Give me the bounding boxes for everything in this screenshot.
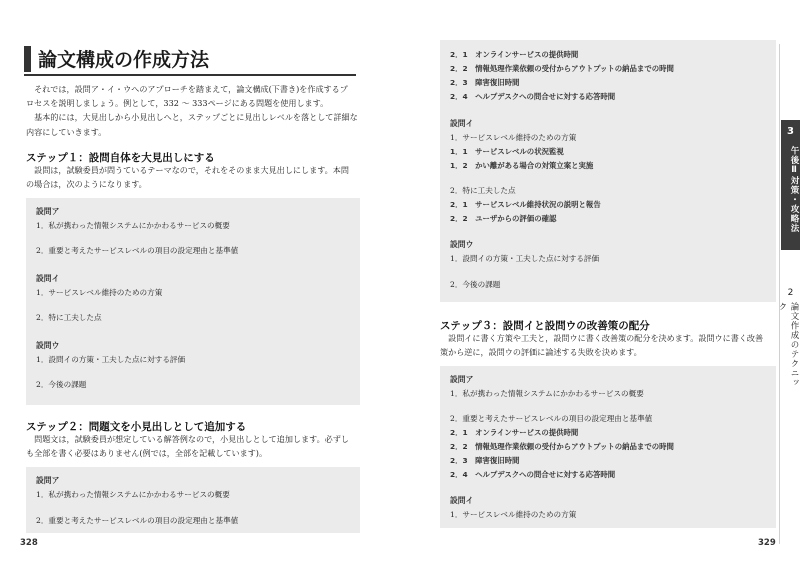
box-item: 2．重要と考えたサービスレベルの項目の設定理由と基準値: [36, 516, 239, 525]
outline-box-4: [440, 366, 776, 528]
intro-line: 基本的には，大見出しから小見出しへと，ステップごとに見出しレベルを落として詳細な: [34, 112, 358, 123]
box-item: 2．重要と考えたサービスレベルの項目の設定理由と基準値: [450, 414, 653, 423]
box-item: 1．私が携わった情報システムにかかわるサービスの概要: [36, 490, 230, 499]
step1-line: 設問は，試験委員が問うているテーマなので，それをそのまま大見出しにします。本問: [34, 165, 349, 175]
box-item: 2．重要と考えたサービスレベルの項目の設定理由と基準値: [36, 246, 239, 255]
section-tab[interactable]: [777, 288, 800, 388]
box-label: 設問イ: [450, 119, 474, 128]
box-item: 1．1 サービスレベルの状況監視: [450, 147, 564, 156]
intro-line: 内容にしていきます。: [26, 126, 107, 137]
box-label: 設問ア: [36, 207, 60, 216]
box-item: 1．設問イの方策・工夫した点に対する評価: [36, 355, 186, 364]
box-label: 設問ア: [450, 375, 474, 384]
box-item: 1．サービスレベル維持のための方策: [36, 288, 163, 297]
chapter-tab-active[interactable]: [781, 120, 800, 250]
box-item: 1．2 かい離がある場合の対策立案と実施: [450, 161, 594, 170]
box-item: 2．4 ヘルプデスクへの問合せに対する応答時間: [450, 470, 616, 479]
box-label: 設問イ: [450, 496, 474, 505]
side-rule: [779, 44, 780, 544]
section-tab-label: 論文作成のテクニック: [777, 302, 799, 388]
box-label: 設問ウ: [450, 240, 474, 249]
box-item: 2．今後の課題: [450, 280, 501, 289]
step3-heading-text: ステップ３：設問イと設問ウの改善策の配分: [440, 320, 650, 332]
intro-line: それでは，設問ア・イ・ウへのアプローチを踏まえて，論文構成(下書き)を作成するプ: [34, 84, 348, 94]
step2-line: 問題文は，試験委員が想定している解答例なので，小見出しとして追加します。必ずし: [34, 434, 349, 444]
chapter-tab-number: 3: [787, 126, 794, 137]
outline-box-2: [26, 467, 360, 533]
section-title-bar: [24, 44, 356, 76]
box-item: 1．私が携わった情報システムにかかわるサービスの概要: [450, 389, 644, 398]
section-title: 論文構成の作成方法: [38, 49, 210, 71]
box-item: 2．1 オンラインサービスの提供時間: [450, 428, 579, 437]
box-item: 2．特に工夫した点: [36, 313, 102, 322]
box-item: 1．サービスレベル維持のための方策: [450, 510, 577, 519]
box-label: 設問ウ: [36, 341, 60, 350]
step3-line: 策から逆に，設問ウの評価に論述する失敗を決めます。: [440, 347, 642, 358]
step2-line: も全部を書く必要はありません(例では，全部を記載しています)。: [26, 448, 268, 459]
section-tab-number: 2: [787, 288, 794, 298]
box-label: 設問ア: [36, 476, 60, 485]
box-item: 2．3 障害復旧時間: [450, 456, 520, 465]
left-page: [0, 0, 388, 567]
outline-box-3: [440, 40, 776, 302]
box-item: 2．特に工夫した点: [450, 186, 516, 195]
box-item: 2．2 情報処理作業依頼の受付からアウトプットの納品までの時間: [450, 442, 674, 451]
step1-paragraph: [26, 163, 358, 191]
box-item: 2．1 オンラインサービスの提供時間: [450, 50, 579, 59]
step1-line: の場合は，次のようになります。: [26, 179, 147, 190]
box-item: 2．今後の課題: [36, 380, 87, 389]
right-page: [412, 0, 800, 567]
page-number-right: 329: [758, 538, 776, 548]
step2-heading-text: ステップ２：問題文を小見出しとして追加する: [26, 421, 247, 433]
box-item: 1．私が携わった情報システムにかかわるサービスの概要: [36, 221, 230, 230]
box-item: 2．1 サービスレベル維持状況の説明と報告: [450, 200, 601, 209]
box-item: 1．設問イの方策・工夫した点に対する評価: [450, 254, 600, 263]
step3-line: 設問イに書く方策や工夫と，設問ウに書く改善策の配分を決めます。設問ウに書く改善: [448, 333, 764, 343]
step1-heading-text: ステップ１：設問自体を大見出しにする: [26, 152, 215, 164]
outline-box-1: [26, 198, 360, 405]
step2-paragraph: [26, 432, 358, 460]
box-item: 1．サービスレベル維持のための方策: [450, 133, 577, 142]
box-item: 2．4 ヘルプデスクへの問合せに対する応答時間: [450, 92, 616, 101]
box-label: 設問イ: [36, 274, 60, 283]
chapter-tab-label: 午後Ⅱ対策・攻略法: [789, 146, 799, 233]
intro-line: ロセスを説明しましょう。例として，332 ～ 333ページにある問題を使用します。: [26, 98, 329, 109]
page-number-left: 328: [20, 538, 38, 548]
box-item: 2．2 情報処理作業依頼の受付からアウトプットの納品までの時間: [450, 64, 674, 73]
step3-paragraph: [440, 331, 776, 359]
box-item: 2．3 障害復旧時間: [450, 78, 520, 87]
box-item: 2．2 ユーザからの評価の確認: [450, 214, 557, 223]
title-marker: [24, 46, 31, 72]
intro-paragraph: [26, 82, 358, 139]
